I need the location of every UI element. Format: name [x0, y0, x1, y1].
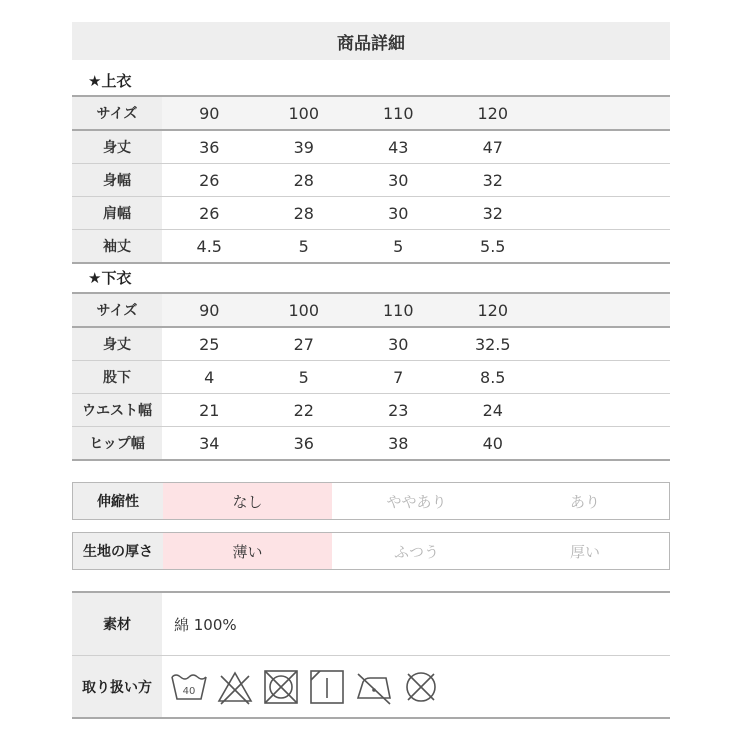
table-cell: 25 — [162, 327, 257, 361]
header-cell: 90 — [162, 96, 257, 130]
table-cell: 23 — [351, 394, 446, 427]
header-cell: 110 — [351, 293, 446, 327]
table-cell: 36 — [162, 130, 257, 164]
header-cell: 100 — [257, 96, 352, 130]
table-cell: 30 — [351, 164, 446, 197]
row-label: ウエスト幅 — [72, 394, 162, 427]
table-spacer — [540, 164, 670, 197]
stretch-option: あり — [569, 492, 600, 511]
header-cell: 90 — [162, 293, 257, 327]
stretch-selector — [72, 482, 670, 520]
row-label: 身丈 — [72, 130, 162, 164]
table-row — [72, 361, 670, 394]
table-header-row — [72, 293, 670, 327]
table-cell: 30 — [351, 197, 446, 230]
table-cell: 5 — [257, 230, 352, 264]
bottom-section-label: ★下衣 — [88, 269, 132, 287]
table-cell: 32 — [446, 164, 541, 197]
row-label: 肩幅 — [72, 197, 162, 230]
table-cell: 22 — [257, 394, 352, 427]
page-title: 商品詳細 — [72, 22, 670, 60]
table-row — [72, 427, 670, 461]
table-cell: 21 — [162, 394, 257, 427]
header-cell: サイズ — [72, 293, 162, 327]
table-spacer — [540, 130, 670, 164]
stretch-option: なし — [163, 483, 332, 519]
line-dry-icon — [308, 668, 346, 706]
care-icons — [162, 656, 440, 717]
row-label: 股下 — [72, 361, 162, 394]
table-spacer — [540, 361, 670, 394]
top-size-table — [72, 95, 670, 264]
no-dry-clean-icon — [402, 668, 440, 706]
table-spacer — [540, 427, 670, 461]
table-cell: 8.5 — [446, 361, 541, 394]
table-cell: 39 — [257, 130, 352, 164]
bottom-size-table — [72, 292, 670, 461]
table-row — [72, 230, 670, 264]
header-spacer — [540, 293, 670, 327]
header-cell: サイズ — [72, 96, 162, 130]
table-cell: 47 — [446, 130, 541, 164]
thickness-option: 厚い — [569, 542, 600, 561]
table-cell: 43 — [351, 130, 446, 164]
header-cell: 110 — [351, 96, 446, 130]
table-cell: 30 — [351, 327, 446, 361]
table-cell: 27 — [257, 327, 352, 361]
table-row — [72, 327, 670, 361]
table-cell: 26 — [162, 164, 257, 197]
table-spacer — [540, 197, 670, 230]
table-spacer — [540, 230, 670, 264]
table-cell: 26 — [162, 197, 257, 230]
row-label: 身幅 — [72, 164, 162, 197]
table-cell: 7 — [351, 361, 446, 394]
table-cell: 32.5 — [446, 327, 541, 361]
table-cell: 28 — [257, 197, 352, 230]
material-row — [72, 593, 670, 656]
material-value: 綿 100% — [174, 615, 237, 634]
header-cell: 100 — [257, 293, 352, 327]
table-spacer — [540, 327, 670, 361]
table-cell: 36 — [257, 427, 352, 461]
table-cell: 38 — [351, 427, 446, 461]
table-spacer — [540, 394, 670, 427]
stretch-option: ややあり — [386, 492, 447, 511]
table-cell: 5.5 — [446, 230, 541, 264]
thickness-option: 薄い — [163, 533, 332, 569]
care-row — [72, 656, 670, 717]
table-row — [72, 394, 670, 427]
low-iron-icon — [354, 668, 394, 706]
thickness-label: 生地の厚さ — [73, 533, 163, 569]
no-tumble-dry-icon — [262, 668, 300, 706]
row-label: 袖丈 — [72, 230, 162, 264]
header-spacer — [540, 96, 670, 130]
header-cell: 120 — [446, 293, 541, 327]
table-cell: 34 — [162, 427, 257, 461]
header-cell: 120 — [446, 96, 541, 130]
table-row — [72, 130, 670, 164]
table-cell: 4 — [162, 361, 257, 394]
material-label: 素材 — [72, 593, 162, 655]
wash-40-icon — [170, 668, 208, 706]
no-bleach-icon — [216, 668, 254, 706]
stretch-label: 伸縮性 — [73, 483, 163, 519]
top-section-label: ★上衣 — [88, 72, 132, 90]
table-row — [72, 197, 670, 230]
row-label: 身丈 — [72, 327, 162, 361]
table-row — [72, 164, 670, 197]
material-care-table — [72, 591, 670, 719]
table-cell: 28 — [257, 164, 352, 197]
thickness-option: ふつう — [393, 542, 439, 561]
table-header-row — [72, 96, 670, 130]
table-cell: 5 — [351, 230, 446, 264]
table-cell: 40 — [446, 427, 541, 461]
table-cell: 5 — [257, 361, 352, 394]
care-label: 取り扱い方 — [72, 656, 162, 717]
row-label: ヒップ幅 — [72, 427, 162, 461]
table-cell: 4.5 — [162, 230, 257, 264]
table-cell: 32 — [446, 197, 541, 230]
thickness-selector — [72, 532, 670, 570]
table-cell: 24 — [446, 394, 541, 427]
wash-temp-label: 40 — [182, 685, 196, 697]
